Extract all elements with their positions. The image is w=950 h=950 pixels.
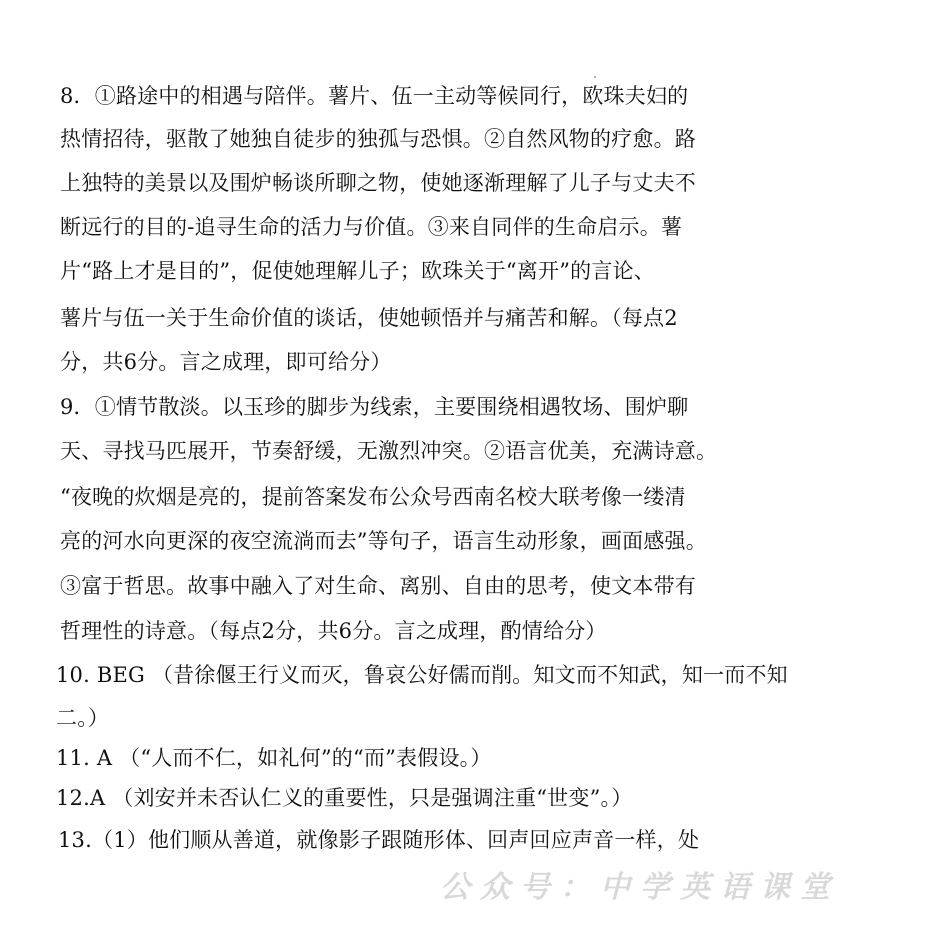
- text-line: 上独特的美景以及围炉畅谈所聊之物，使她逐渐理解了儿子与丈夫不: [60, 171, 696, 195]
- watermark: 公众号：中学英语课堂: [440, 870, 840, 905]
- text-line: “夜晚的炊烟是亮的，提前答案发布公众号西南名校大联考像一缕清: [60, 485, 686, 509]
- text-line: 二。）: [56, 706, 110, 730]
- text-line: 热情招待，驱散了她独自徒步的独孤与恐惧。②自然风物的疗愈。路: [60, 127, 696, 151]
- text-line: 9．①情节散淡。以玉珍的脚步为线索，主要围绕相遇牧场、围炉聊: [60, 395, 689, 419]
- text-line: 8．①路途中的相遇与陪伴。薯片、伍一主动等候同行，欧珠夫妇的: [60, 84, 689, 108]
- text-line: 12.A （刘安并未否认仁义的重要性，只是强调注重“世变”。）: [56, 786, 633, 810]
- text-line: 天、寻找马匹展开，节奏舒缓，无激烈冲突。②语言优美，充满诗意。: [60, 439, 718, 463]
- text-line: 薯片与伍一关于生命价值的谈话，使她顿悟并与痛苦和解。（每点2: [60, 306, 678, 330]
- text-line: 亮的河水向更深的夜空流淌而去”等句子，语言生动形象，画面感强。: [60, 529, 707, 553]
- text-line: ③富于哲思。故事中融入了对生命、离别、自由的思考，使文本带有: [60, 574, 696, 598]
- text-line: 13.（1）他们顺从善道，就像影子跟随形体、回声回应声音一样，处: [58, 828, 700, 852]
- text-line: 11. A （“人而不仁，如礼何”的“而”表假设。）: [56, 746, 492, 770]
- text-line: 片“路上才是目的”，促使她理解儿子；欧珠关于“离开”的言论、: [60, 259, 655, 283]
- text-line: 10. BEG （昔徐偃王行义而灭，鲁哀公好儒而削。知文而不知武，知一而不知: [56, 663, 788, 687]
- text-line: 分，共6分。言之成理，即可给分）: [60, 350, 392, 374]
- text-line: 断远行的目的-追寻生命的活力与价值。③来自同伴的生命启示。薯: [60, 215, 683, 239]
- scan-speck: [594, 76, 596, 78]
- text-line: 哲理性的诗意。（每点2分，共6分。言之成理，酌情给分）: [60, 619, 607, 643]
